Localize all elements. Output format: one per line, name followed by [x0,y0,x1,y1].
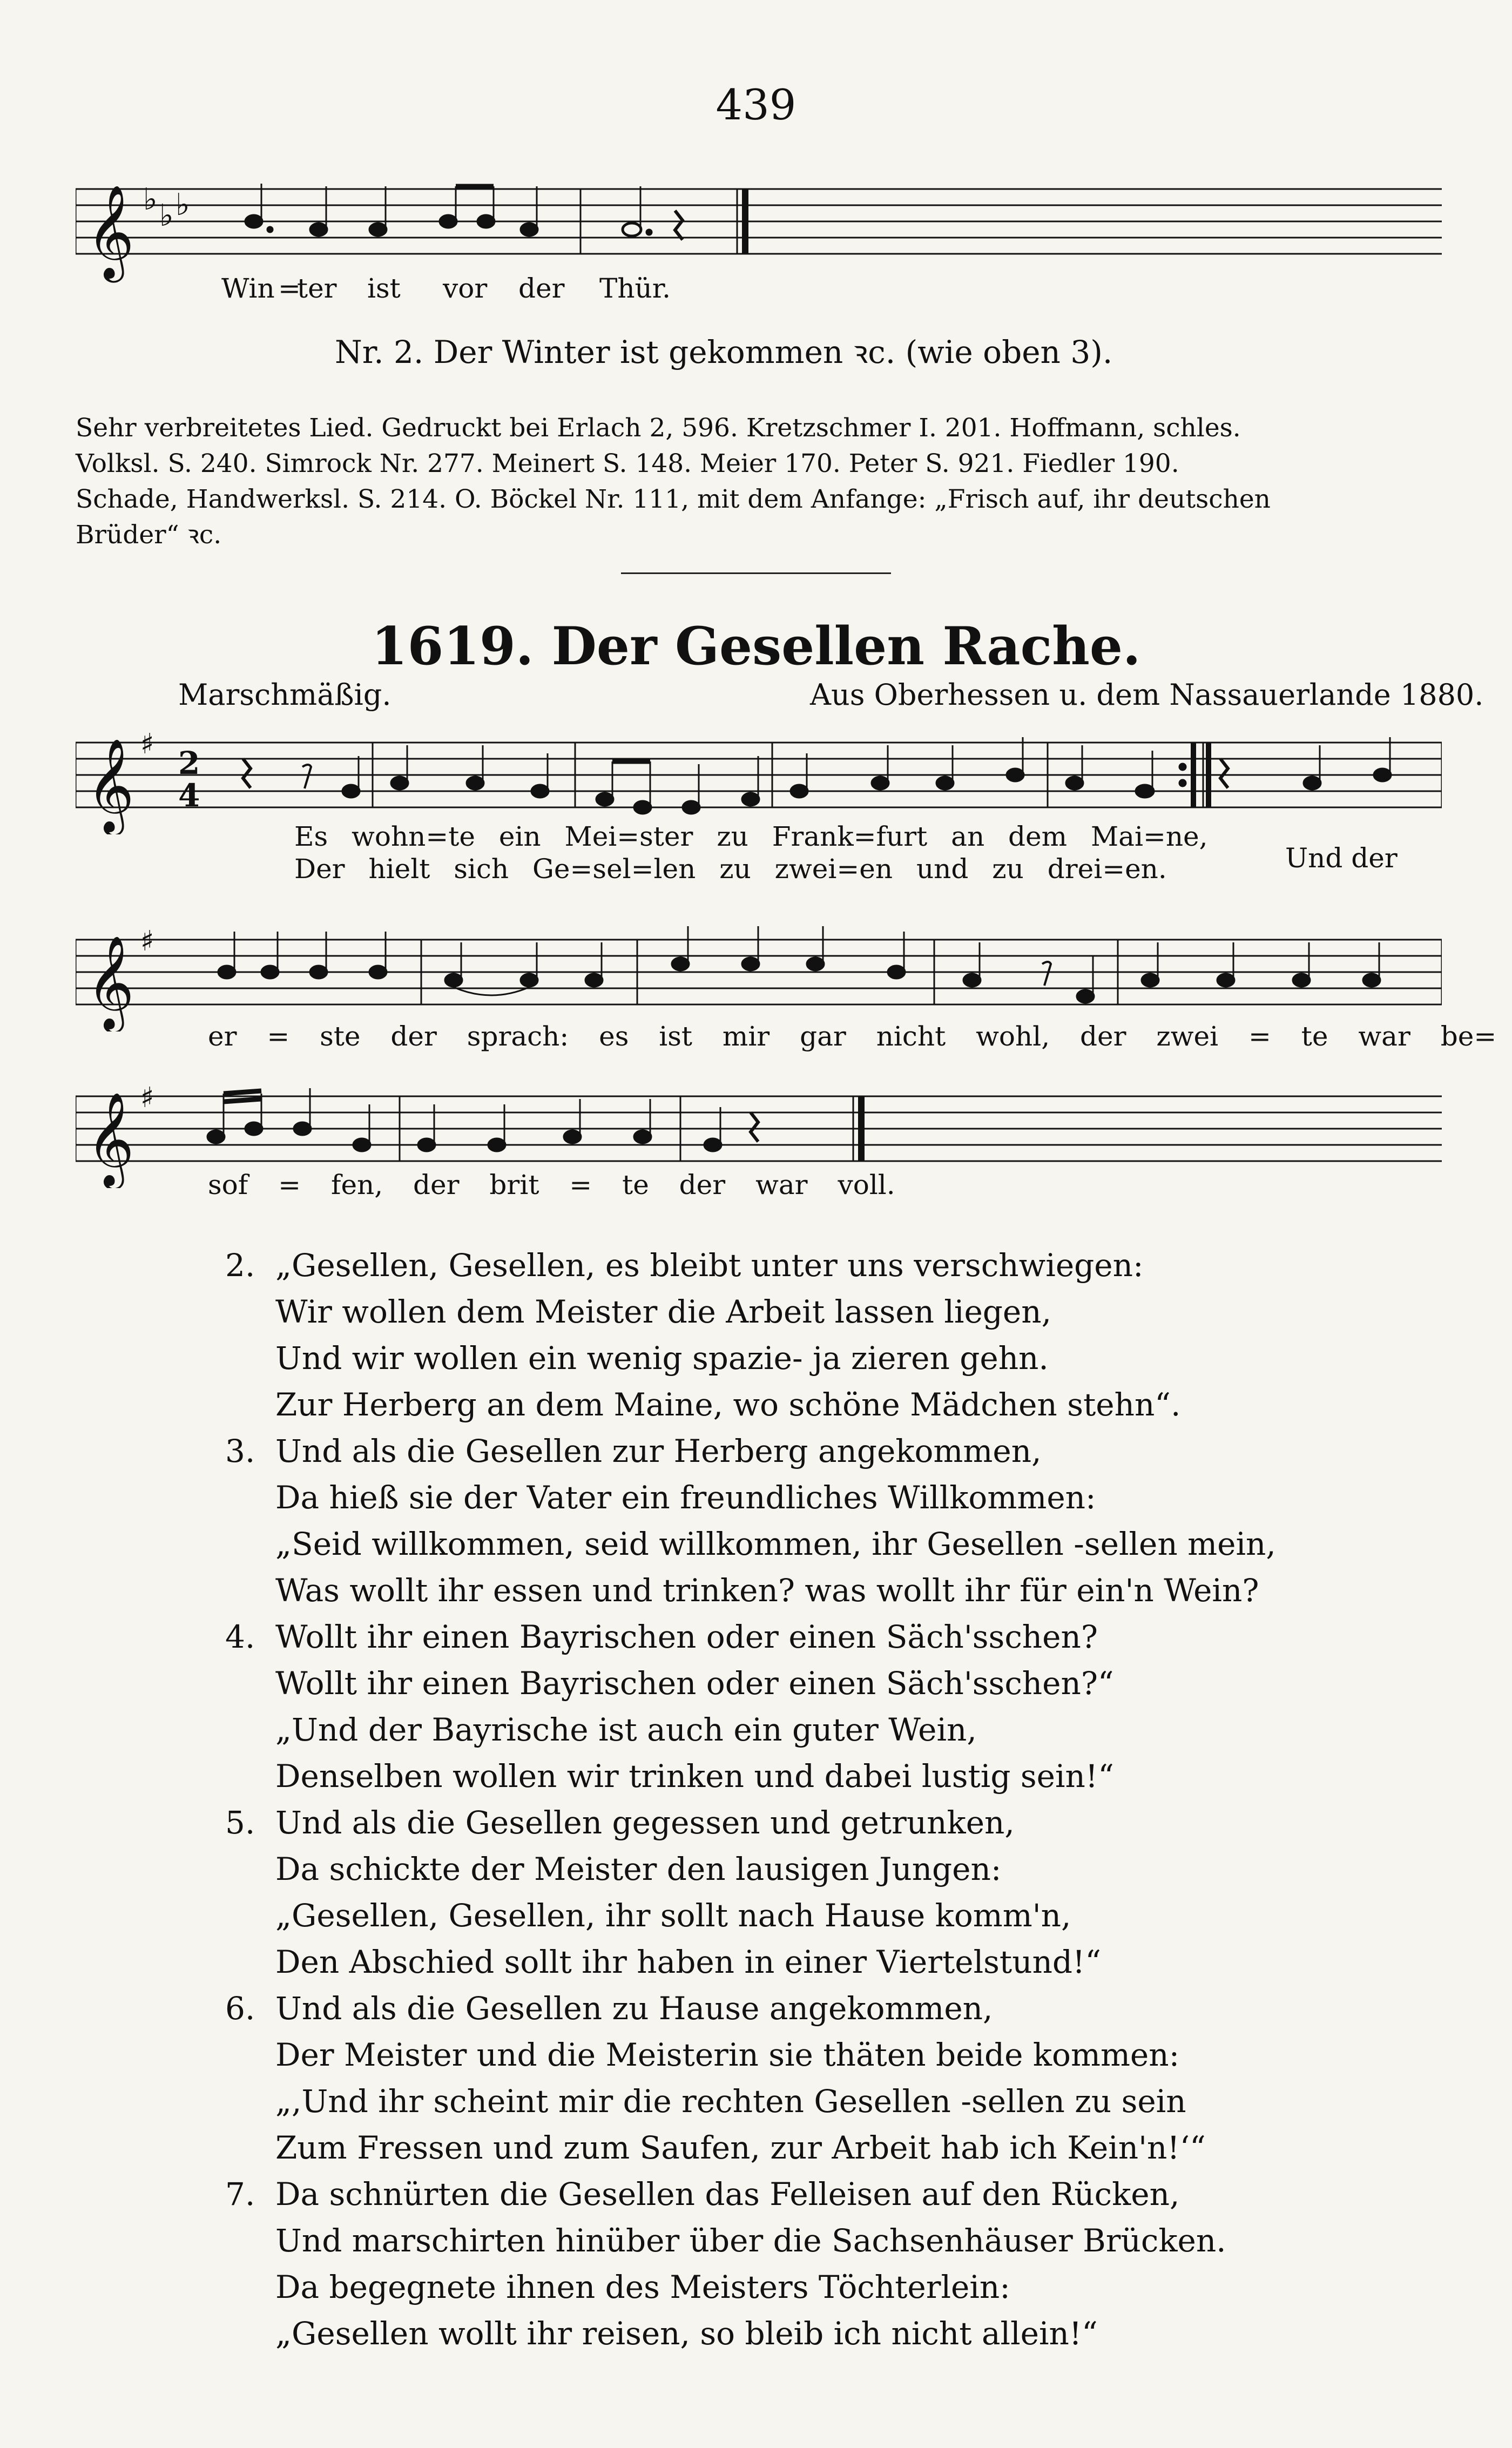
reference-line: Volksl. S. 240. Simrock Nr. 277. Meinert S. 148. Meier 170. Peter S. 921. Fiedler 190. [76,449,1179,478]
verse-line: „Und der Bayrische ist auch ein guter Wein, [275,1711,977,1748]
flat-icon: ♭ [159,198,174,233]
sharp-icon: ♯ [140,728,154,760]
verse-line: Zum Fressen und zum Saufen, zur Arbeit hab ich Kein'n!‘“ [275,2129,1206,2166]
verse-line: Wollt ihr einen Bayrischen oder einen Säch'sschen? [275,1618,1098,1655]
verse-line: Da schnürten die Gesellen das Felleisen auf den Rücken, [275,2176,1180,2213]
verse-line: „,Und ihr scheint mir die rechten Gesellen -sellen zu sein [275,2083,1186,2120]
song-title: Der Gesellen Rache. [551,616,1141,677]
treble-clef-icon: 𝄞 [86,185,134,279]
verse-line: „Seid willkommen, seid willkommen, ihr Gesellen -sellen mein, [275,1526,1276,1562]
verse-line: „Gesellen, Gesellen, es bleibt unter uns verschwiegen: [275,1247,1144,1284]
cross-reference-line: Nr. 2. Der Winter ist gekommen ꝛc. (wie oben 3). [335,334,1113,370]
verse-line: Wollt ihr einen Bayrischen oder einen Säch'sschen?“ [275,1665,1114,1702]
verse-5 [227,1799,1101,1985]
lyrics-system-3: sof = fen, der brit = te der war voll. [208,1169,895,1201]
verse-4 [227,1614,1114,1799]
lyrics-verse-1: Es wohn=te ein Mei=ster zu Frank=furt an dem Mai=ne, [294,821,1208,852]
music-staff-previous-song [76,178,1442,286]
flat-icon: ♭ [176,187,190,222]
treble-clef-icon: 𝄞 [86,1092,134,1186]
lyrics-verse-1-repeat: Der hielt sich Ge=sel=len zu zwei=en und zu drei=en. [294,853,1167,885]
verse-line: Da hieß sie der Vater ein freundliches Willkommen: [275,1479,1096,1516]
verse-line: Den Abschied sollt ihr haben in einer Viertelstund!“ [275,1944,1102,1980]
verse-number: 3. [225,1433,255,1469]
verse-line: „Gesellen, Gesellen, ihr sollt nach Hause komm'n, [275,1897,1071,1934]
verse-line: Da begegnete ihnen des Meisters Töchterlein: [275,2269,1010,2305]
previous-song-lyric: der [518,273,565,304]
verse-line: Was wollt ihr essen und trinken? was wollt ihr für ein'n Wein? [275,1572,1259,1609]
song-origin: Aus Oberhessen u. dem Nassauerlande 1880. [810,678,1484,712]
section-divider [621,572,891,574]
verse-number: 7. [225,2176,255,2213]
page-number: 439 [716,81,796,130]
sharp-icon: ♯ [140,1082,154,1114]
verse-line: Und als die Gesellen zur Herberg angekommen, [275,1433,1042,1469]
flat-icon: ♭ [143,182,158,217]
music-staff-system-2 [76,923,1442,1031]
previous-song-lyric: Thür. [599,273,671,304]
verse-2 [227,1242,1180,1428]
verse-line: Da schickte der Meister den lausigen Jungen: [275,1851,1002,1887]
previous-song-lyric: ter [297,273,337,304]
reference-line: Sehr verbreitetes Lied. Gedruckt bei Erlach 2, 596. Kretzschmer I. 201. Hoffmann, schles. [76,413,1241,443]
verse-6 [227,1985,1206,2171]
verse-line: Und als die Gesellen gegessen und getrunken, [275,1804,1015,1841]
reference-line: Schade, Handwerksl. S. 214. O. Böckel Nr. 111, mit dem Anfange: „Frisch auf, ihr deutschen [76,484,1271,514]
verse-7 [227,2171,1226,2357]
verse-line: Denselben wollen wir trinken und dabei lustig sein!“ [275,1758,1114,1795]
song-heading [0,616,1512,677]
verse-line: Und wir wollen ein wenig spazie- ja zieren gehn. [275,1340,1049,1377]
bibliographic-references [76,410,1426,553]
music-staff-system-1 [76,726,1442,834]
verse-line: Wir wollen dem Meister die Arbeit lassen liegen, [275,1293,1052,1330]
verse-line: Und marschirten hinüber über die Sachsenhäuser Brücken. [275,2222,1226,2259]
verse-3 [227,1428,1276,1614]
time-signature: 4 [178,777,200,814]
lyrics-system-2: er = ste der sprach: es ist mir gar nicht wohl, der zwei = te war be= [208,1021,1497,1052]
previous-song-lyric: = [278,273,301,304]
verse-number: 2. [225,1247,255,1284]
tempo-marking: Marschmäßig. [178,678,392,712]
verse-line: „Gesellen wollt ihr reisen, so bleib ich nicht allein!“ [275,2315,1098,2352]
previous-song-lyric: Win [221,273,275,304]
verse-number: 4. [225,1618,255,1655]
previous-song-lyric: vor [443,273,488,304]
song-number: 1619. [371,616,534,677]
verse-number: 5. [225,1804,255,1841]
previous-song-lyric: ist [367,273,401,304]
reference-line: Brüder“ ꝛc. [76,520,222,550]
time-signature: 2 [178,745,200,781]
treble-clef-icon: 𝄞 [86,935,134,1029]
verse-line: Der Meister und die Meisterin sie thäten beide kommen: [275,2036,1180,2073]
lyrics-after-repeat: Und der [1285,842,1398,874]
treble-clef-icon: 𝄞 [86,738,134,832]
verse-line: Und als die Gesellen zu Hause angekommen, [275,1990,993,2027]
verse-line: Zur Herberg an dem Maine, wo schöne Mädchen stehn“. [275,1386,1181,1423]
sharp-icon: ♯ [140,925,154,957]
verse-number: 6. [225,1990,255,2027]
